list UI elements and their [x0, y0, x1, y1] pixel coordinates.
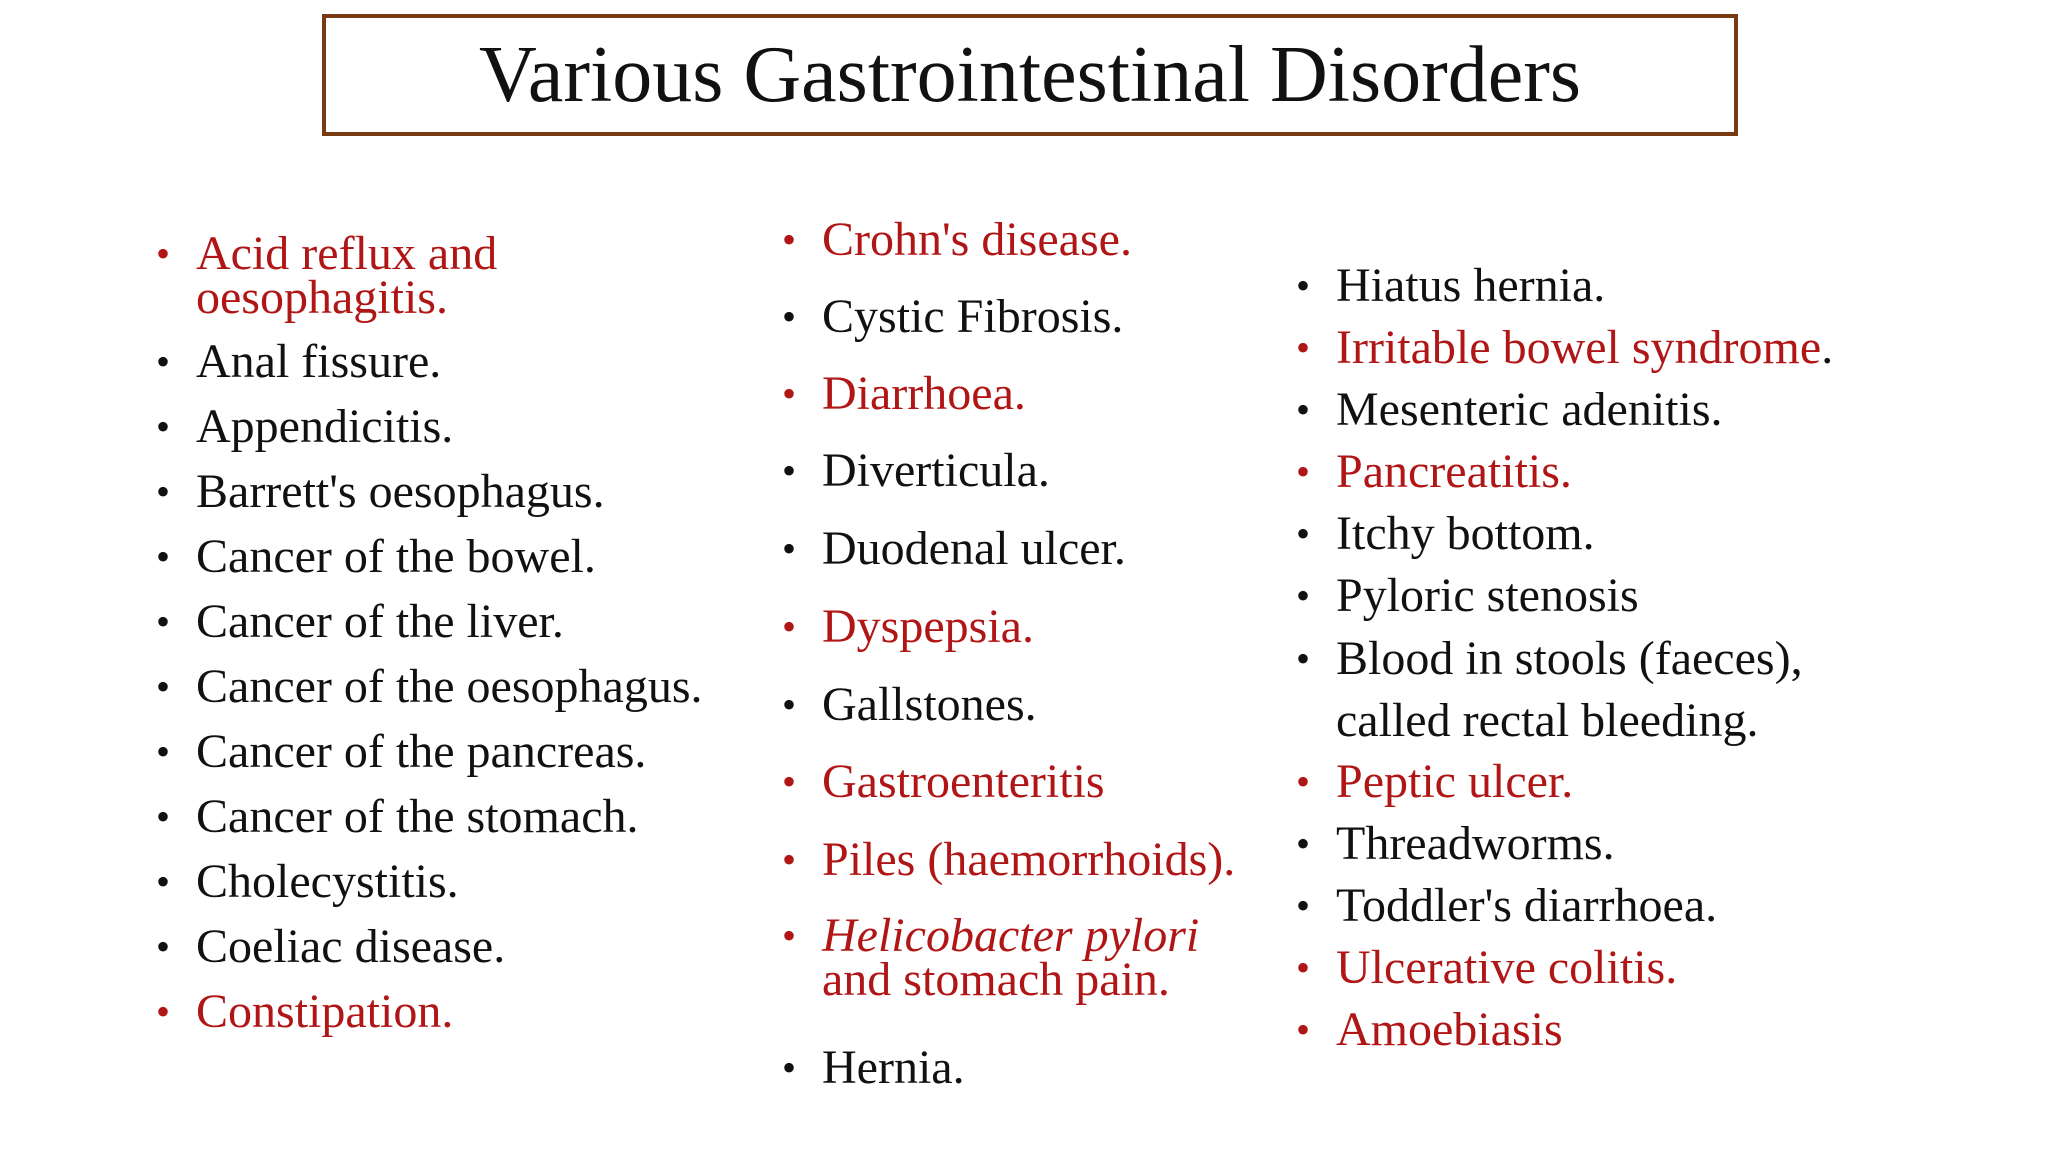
list-item: [156, 227, 498, 324]
bullet-icon: •: [156, 469, 171, 514]
list-item: [782, 909, 1200, 1006]
list-item: [1296, 818, 1615, 870]
list-item: [782, 445, 1050, 497]
list-item: [1296, 260, 1605, 312]
list-item-text: Appendicitis.: [196, 400, 454, 453]
bullet-icon: •: [156, 989, 171, 1034]
bullet-icon: •: [1296, 263, 1311, 308]
list-item: [156, 596, 564, 648]
list-item-text: Dyspepsia.: [822, 600, 1034, 653]
bullet-icon: •: [1296, 759, 1311, 804]
bullet-icon: •: [156, 859, 171, 904]
list-item: [1296, 942, 1677, 994]
bullet-icon: •: [1296, 883, 1311, 928]
list-item: [156, 791, 639, 843]
list-item: [1296, 880, 1717, 932]
list-item: [156, 661, 703, 713]
bullet-icon: •: [1296, 449, 1311, 494]
bullet-icon: •: [782, 837, 797, 882]
list-item: [1296, 756, 1573, 808]
list-item: [156, 401, 453, 453]
list-item-text: Peptic ulcer.: [1336, 755, 1574, 808]
list-item-text: Toddler's diarrhoea.: [1336, 879, 1718, 932]
bullet-icon: •: [156, 404, 171, 449]
bullet-icon: •: [1296, 1007, 1311, 1052]
list-item-text: [1336, 322, 1833, 374]
bullet-icon: •: [782, 1045, 797, 1090]
list-item-text: Diarrhoea.: [822, 367, 1026, 420]
list-item-text: Cholecystitis.: [196, 855, 459, 908]
list-item-text: Amoebiasis: [1336, 1003, 1563, 1056]
bullet-icon: •: [1296, 325, 1311, 370]
list-item: [1296, 508, 1595, 560]
list-item: [782, 523, 1126, 575]
list-item-text: Blood in stools (faeces),: [1336, 632, 1803, 685]
list-item: [1296, 446, 1572, 498]
slide-title: Various Gastrointestinal Disorders: [478, 31, 1582, 119]
list-item-text: Diverticula.: [822, 444, 1050, 497]
bullet-icon: •: [156, 664, 171, 709]
list-item-text: Cancer of the bowel.: [196, 530, 596, 583]
bullet-icon: •: [156, 534, 171, 579]
list-item-text: Helicobacter pylori: [822, 909, 1200, 962]
list-item-text: Cancer of the liver.: [196, 595, 564, 648]
list-item: [782, 368, 1026, 420]
list-item: [156, 726, 646, 778]
list-item: [1296, 628, 1803, 752]
title-box: [322, 14, 1738, 136]
bullet-icon: •: [1296, 511, 1311, 556]
list-item: [782, 1042, 965, 1094]
list-item-text-main: Irritable bowel syndrome: [1336, 321, 1822, 374]
list-item-text: Cancer of the oesophagus.: [196, 660, 703, 713]
bullet-icon: •: [156, 339, 171, 384]
list-item-text: Acid reflux and: [196, 227, 498, 280]
list-item-text-line2: called rectal bleeding.: [1336, 694, 1759, 747]
bullet-icon: •: [1296, 636, 1311, 681]
list-item: [782, 834, 1235, 886]
bullet-icon: •: [782, 294, 797, 339]
list-item: [782, 214, 1132, 266]
bullet-icon: •: [1296, 387, 1311, 432]
bullet-icon: •: [156, 599, 171, 644]
list-item-text: Pancreatitis.: [1336, 445, 1572, 498]
list-item-text: Ulcerative colitis.: [1336, 941, 1678, 994]
list-item: [1296, 570, 1639, 622]
list-item: [782, 291, 1123, 343]
list-item-text-line2: and stomach pain.: [822, 953, 1170, 1006]
list-item: [156, 986, 453, 1038]
bullet-icon: •: [1296, 945, 1311, 990]
list-item: [156, 921, 505, 973]
bullet-icon: •: [782, 913, 797, 958]
list-item: [782, 679, 1037, 731]
bullet-icon: •: [156, 729, 171, 774]
bullet-icon: •: [782, 604, 797, 649]
bullet-icon: •: [782, 448, 797, 493]
list-item: [1296, 384, 1723, 436]
list-item-text: Cystic Fibrosis.: [822, 290, 1124, 343]
list-item: [782, 756, 1105, 808]
list-item-text: Hernia.: [822, 1041, 965, 1094]
list-item-text: Hiatus hernia.: [1336, 259, 1606, 312]
bullet-icon: •: [782, 682, 797, 727]
bullet-icon: •: [156, 794, 171, 839]
list-item-text: Crohn's disease.: [822, 213, 1132, 266]
bullet-icon: •: [156, 231, 171, 276]
list-item-text: Anal fissure.: [196, 335, 442, 388]
list-item: [156, 856, 459, 908]
list-item-text: Coeliac disease.: [196, 920, 506, 973]
list-item-text: Cancer of the stomach.: [196, 790, 639, 843]
list-item-text: Gallstones.: [822, 678, 1037, 731]
list-item: [782, 601, 1034, 653]
list-item-text: Cancer of the pancreas.: [196, 725, 647, 778]
list-item-text: Barrett's oesophagus.: [196, 465, 605, 518]
list-item-text: Constipation.: [196, 985, 454, 1038]
list-item-text-suffix: .: [1821, 321, 1834, 374]
bullet-icon: •: [1296, 821, 1311, 866]
list-item: [1296, 1004, 1563, 1056]
list-item: [1296, 322, 1833, 374]
list-item: [156, 336, 441, 388]
bullet-icon: •: [782, 526, 797, 571]
list-item: [156, 531, 596, 583]
list-item-text: Piles (haemorrhoids).: [822, 833, 1236, 886]
bullet-icon: •: [1296, 573, 1311, 618]
list-item-text: Threadworms.: [1336, 817, 1615, 870]
bullet-icon: •: [782, 217, 797, 262]
list-item-text-line2: oesophagitis.: [196, 271, 448, 324]
list-item: [156, 466, 605, 518]
list-item-text: Mesenteric adenitis.: [1336, 383, 1723, 436]
bullet-icon: •: [782, 759, 797, 804]
bullet-icon: •: [782, 371, 797, 416]
list-item-text: Pyloric stenosis: [1336, 569, 1639, 622]
list-item-text: Itchy bottom.: [1336, 507, 1595, 560]
bullet-icon: •: [156, 924, 171, 969]
list-item-text: Gastroenteritis: [822, 755, 1105, 808]
list-item-text: Duodenal ulcer.: [822, 522, 1126, 575]
